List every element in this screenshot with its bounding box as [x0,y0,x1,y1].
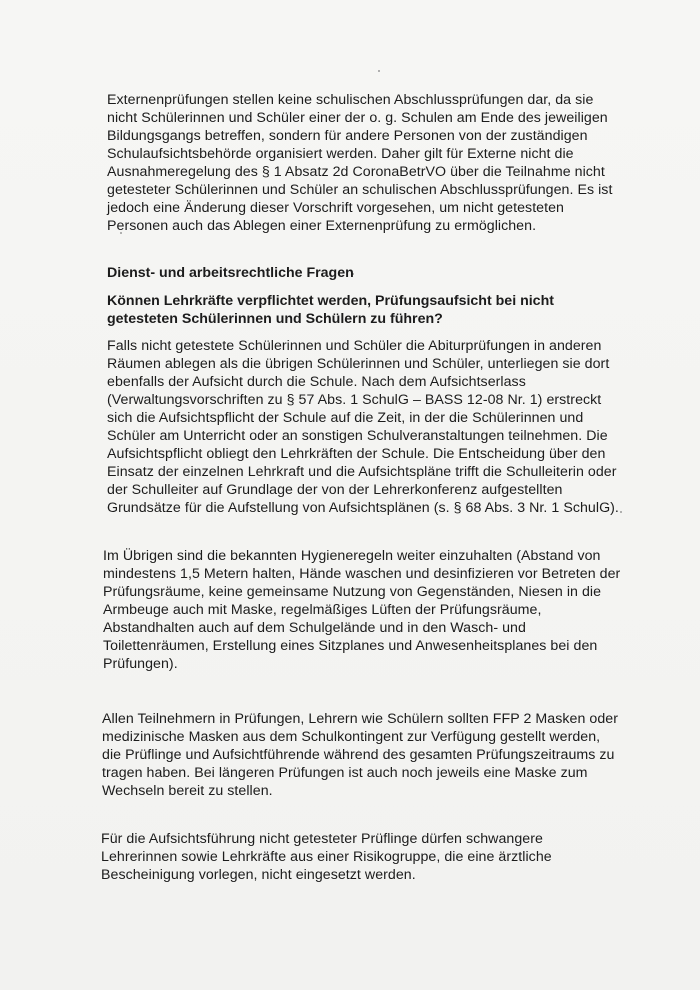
text-line: Schulaufsichtsbehörde organisiert werden. Daher gilt für Externe nicht die [107,146,574,162]
text-line: Lehrerinnen sowie Lehrkräfte aus einer Risikogruppe, die eine ärztliche [101,849,552,865]
text-line: Falls nicht getestete Schülerinnen und Schüler die Abiturprüfungen in anderen [107,338,602,354]
paragraph-supervision [107,337,619,517]
text-line: Räumen ablegen als die übrigen Schülerinnen und Schüler, unterliegen sie dort [107,356,610,372]
text-line: die Prüflinge und Aufsichtführende während des gesamten Prüfungszeitraums zu [102,747,615,763]
text-line: nicht Schülerinnen und Schüler einer der o. g. Schulen am Ende des jeweiligen [107,110,608,126]
text-line: mindestens 1,5 Metern halten, Hände waschen und desinfizieren vor Betreten der [103,566,621,582]
text-line: Bildungsgangs betreffen, sondern für andere Personen von der zuständigen [107,128,588,144]
paragraph-externals [107,91,612,235]
section-heading-text: Dienst- und arbeitsrechtliche Fragen [107,265,354,281]
text-line: Schüler am Unterricht oder an sonstigen Schulveranstaltungen teilnehmen. Die [107,428,608,444]
text-line: Wechseln bereit zu stellen. [102,783,273,799]
text-line: getesteten Schülerinnen und Schülern zu führen? [107,311,443,327]
section-heading [107,264,354,282]
paragraph-masks [102,710,618,800]
text-line: Aufsichtspflicht obliegt den Lehrkräften der Schule. Die Entscheidung über den [107,446,606,462]
question-heading [107,292,554,328]
text-line: getesteter Schülerinnen und Schüler an schulischen Abschlussprüfungen. Es ist [107,182,613,198]
text-line: der Schulleiter auf Grundlage der von der Lehrerkonferenz aufgestellten [107,482,563,498]
text-line: Externenprüfungen stellen keine schulischen Abschlussprüfungen dar, da sie [107,92,594,108]
text-line: jedoch eine Änderung dieser Vorschrift vorgesehen, um nicht getesteten [107,200,564,216]
text-line: Einsatz der einzelnen Lehrkraft und die Aufsichtspläne trifft die Schulleiterin oder [107,464,617,480]
text-line: Toilettenräumen, Erstellung eines Sitzplanes und Anwesenheitsplanes bei den [103,638,598,654]
text-line: Armbeuge auch mit Maske, regelmäßiges Lüften der Prüfungsräume, [103,602,542,618]
text-line: Abstandhalten auch auf dem Schulgelände und in den Wasch- und [103,620,526,636]
text-line: Personen auch das Ablegen einer Externenprüfung zu ermöglichen. [107,218,537,234]
text-line: Für die Aufsichtsführung nicht getesteter Prüflinge dürfen schwangere [101,831,543,847]
text-line: medizinische Masken aus dem Schulkontingent zur Verfügung gestellt werden, [102,729,601,745]
text-line: (Verwaltungsvorschriften zu § 57 Abs. 1 SchulG – BASS 12-08 Nr. 1) erstreckt [107,392,602,408]
text-line: Bescheinigung vorlegen, nicht eingesetzt werden. [101,867,416,883]
text-line: sich die Aufsichtspflicht der Schule auf die Zeit, in der die Schülerinnen und [107,410,584,426]
text-line: Ausnahmeregelung des § 1 Absatz 2d CoronaBetrVO über die Teilnahme nicht [107,164,605,180]
text-line: ebenfalls der Aufsicht durch die Schule. Nach dem Aufsichtserlass [107,374,526,390]
text-line: Im Übrigen sind die bekannten Hygieneregeln weiter einzuhalten (Abstand von [103,548,601,564]
scan-speck [620,511,622,513]
scan-speck [378,70,380,72]
paragraph-hygiene [103,547,620,673]
text-line: Können Lehrkräfte verpflichtet werden, Prüfungsaufsicht bei nicht [107,293,554,309]
text-line: tragen haben. Bei längeren Prüfungen ist auch noch jeweils eine Maske zum [102,765,588,781]
paragraph-exemptions [101,830,552,884]
text-line: Allen Teilnehmern in Prüfungen, Lehrern wie Schülern sollten FFP 2 Masken oder [102,711,618,727]
text-line: Prüfungsräume, keine gemeinsame Nutzung von Gegenständen, Niesen in die [103,584,602,600]
text-line: Prüfungen). [103,656,178,672]
text-line: Grundsätze für die Aufstellung von Aufsichtsplänen (s. § 68 Abs. 3 Nr. 1 SchulG). [107,500,619,516]
